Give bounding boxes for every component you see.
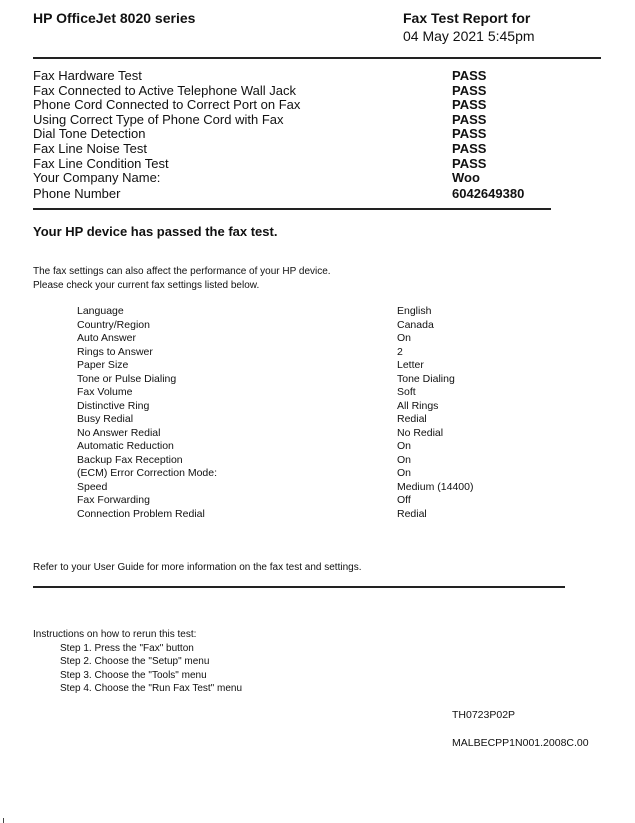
setting-label: Country/Region [77,318,150,331]
setting-value: On [397,332,412,344]
scan-mark [3,818,4,823]
test-label: Your Company Name: [33,170,161,186]
report-datetime: 04 May 2021 5:45pm [403,28,535,44]
report-code: TH0723P02P [452,709,516,721]
setting-label: Backup Fax Reception [77,453,183,466]
setting-row [77,413,527,427]
setting-label: Connection Problem Redial [77,507,205,520]
setting-label: Rings to Answer [77,345,153,358]
test-results [33,69,553,201]
setting-value: On [397,440,412,452]
setting-label: Language [77,305,124,317]
setting-row [77,508,527,522]
setting-row [77,332,527,346]
test-value: PASS [452,155,487,171]
test-row [33,84,553,99]
setting-row [77,400,527,414]
note-line: The fax settings can also affect the performance of your HP device. [33,266,331,277]
test-label: Fax Connected to Active Telephone Wall Jack [33,82,297,98]
test-row [33,69,553,84]
setting-value: Soft [397,386,416,398]
setting-value: 2 [397,345,403,358]
divider-tests [33,208,551,210]
instruction-step: Step 1. Press the "Fax" button [60,642,194,654]
setting-label: Busy Redial [77,413,134,425]
test-value: PASS [452,82,487,98]
setting-row [77,373,527,387]
setting-row [77,319,527,333]
test-row [33,98,553,113]
test-row [33,171,553,186]
settings-note [33,265,331,292]
setting-row [77,467,527,481]
setting-value: Redial [397,413,427,425]
user-guide-reference: Refer to your User Guide for more information on the fax test and settings. [33,562,362,573]
setting-label: Fax Forwarding [77,494,150,506]
setting-value: No Redial [397,426,444,439]
instructions-title: Instructions on how to rerun this test: [33,629,197,640]
test-value: Woo [452,170,480,186]
setting-label: Speed [77,480,108,493]
rerun-instructions [33,628,242,696]
test-label: Phone Number [33,185,121,201]
instruction-step: Step 3. Choose the "Tools" menu [60,669,207,681]
test-value: PASS [452,68,487,83]
setting-label: Automatic Reduction [77,440,174,452]
setting-label: Paper Size [77,359,129,371]
setting-row [77,346,527,360]
setting-value: Off [397,494,411,506]
test-label: Dial Tone Detection [33,126,146,142]
setting-row [77,494,527,508]
test-row [33,127,553,142]
divider-top [33,57,601,59]
test-row [33,113,553,128]
setting-label: Distinctive Ring [77,399,150,412]
setting-value: English [397,305,432,317]
note-line: Please check your current fax settings listed below. [33,279,260,291]
setting-value: Tone Dialing [397,372,455,385]
setting-label: Auto Answer [77,332,136,344]
result-heading: Your HP device has passed the fax test. [33,224,278,239]
setting-row [77,305,527,319]
setting-label: Fax Volume [77,386,133,398]
setting-row [77,481,527,495]
test-value: PASS [452,140,487,156]
test-label: Fax Line Noise Test [33,140,147,156]
setting-value: Redial [397,507,427,520]
report-title: Fax Test Report for [403,10,531,26]
instruction-step: Step 2. Choose the "Setup" menu [60,656,210,667]
setting-row [77,440,527,454]
test-value: PASS [452,111,487,127]
divider-bottom [33,586,565,588]
setting-label: No Answer Redial [77,426,161,439]
setting-row [77,359,527,373]
setting-value: On [397,453,412,466]
firmware-code: MALBECPP1N001.2008C.00 [452,737,589,749]
instruction-step: Step 4. Choose the "Run Fax Test" menu [60,683,243,694]
setting-value: Medium (14400) [397,480,474,493]
setting-row [77,386,527,400]
printer-model: HP OfficeJet 8020 series [33,10,196,26]
setting-label: (ECM) Error Correction Mode: [77,467,218,479]
test-label: Using Correct Type of Phone Cord with Fax [33,111,284,127]
test-row [33,157,553,172]
setting-value: On [397,467,412,479]
test-label: Fax Line Condition Test [33,155,169,171]
test-row [33,187,553,202]
test-value: PASS [452,97,487,113]
setting-value: All Rings [397,399,439,412]
test-label: Fax Hardware Test [33,68,142,83]
setting-value: Canada [397,318,434,331]
test-value: PASS [452,126,487,142]
setting-value: Letter [397,359,424,371]
test-row [33,142,553,157]
test-value: 6042649380 [452,185,525,201]
setting-row [77,427,527,441]
setting-row [77,454,527,468]
setting-label: Tone or Pulse Dialing [77,372,177,385]
test-label: Phone Cord Connected to Correct Port on Fax [33,97,301,113]
fax-settings [77,305,527,521]
